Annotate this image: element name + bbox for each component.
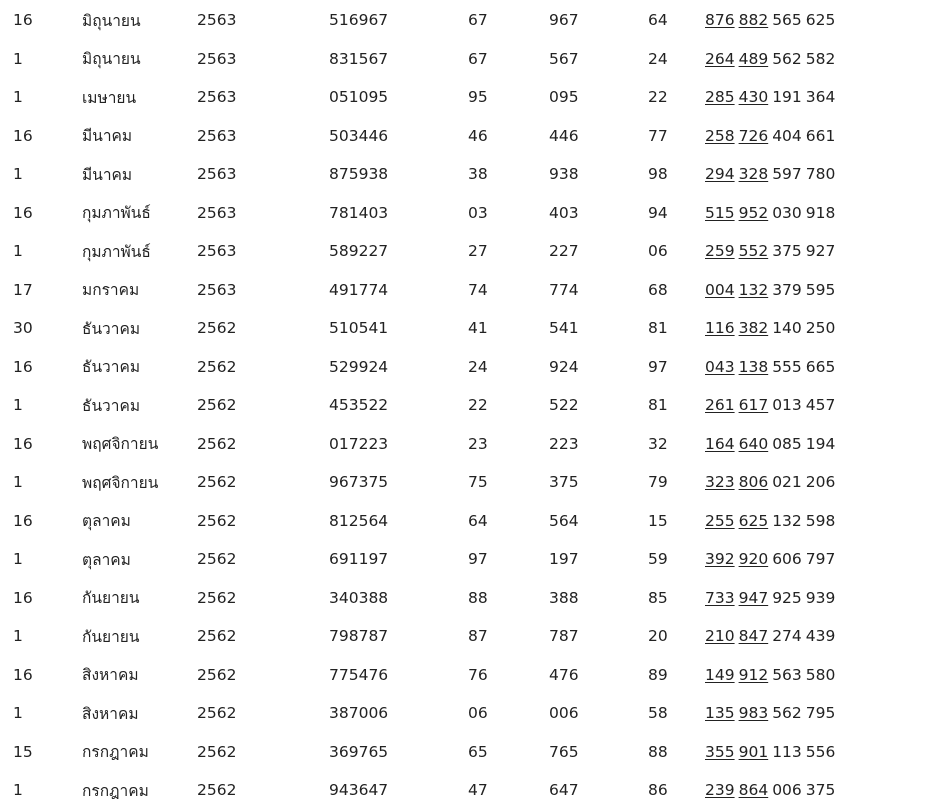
table-row <box>0 617 938 656</box>
three-digit-prizes <box>705 502 938 541</box>
three-digit-prizes <box>705 194 938 233</box>
three-digit-link[interactable]: 392 <box>705 550 735 569</box>
draw-year: 2563 <box>197 242 237 261</box>
first-prize-number: 453522 <box>329 396 389 415</box>
two-digit-value: 67 <box>468 49 488 68</box>
draw-year: 2563 <box>197 88 237 107</box>
first-prize-number: 529924 <box>329 357 389 376</box>
three-digit-value: 404 <box>772 126 802 145</box>
last-two-digits: 97 <box>648 357 668 376</box>
three-digit-prizes <box>705 155 938 194</box>
last-two-digits: 59 <box>648 550 668 569</box>
three-digit-link[interactable]: 149 <box>705 665 735 684</box>
three-digit-link[interactable]: 264 <box>705 49 735 68</box>
table-row <box>0 656 938 695</box>
three-digit-prizes <box>705 771 938 810</box>
three-digit-link[interactable]: 640 <box>738 434 769 453</box>
three-digit-value: 563 <box>772 665 802 684</box>
three-digit-prizes <box>705 579 938 618</box>
three-digit-link[interactable]: 847 <box>738 627 769 646</box>
lottery-results-body <box>0 1 938 810</box>
draw-month: พฤศจิกายน <box>82 435 159 454</box>
three-digit-prizes <box>705 232 938 271</box>
draw-month: มกราคม <box>82 281 140 300</box>
three-digit-value: 006 <box>772 781 802 800</box>
lottery-results-table <box>0 1 938 810</box>
three-digit-prizes <box>705 386 938 425</box>
three-digit-value: 274 <box>772 627 802 646</box>
last-three-digits: 388 <box>549 588 579 607</box>
last-three-digits: 967 <box>549 11 579 30</box>
draw-day: 30 <box>13 319 33 338</box>
three-digit-link[interactable]: 489 <box>738 49 769 68</box>
three-digit-value: 582 <box>805 49 836 68</box>
last-three-digits: 567 <box>549 49 579 68</box>
draw-month: ธันวาคม <box>82 358 141 377</box>
draw-day: 1 <box>13 242 23 261</box>
three-digit-link[interactable]: 920 <box>738 550 769 569</box>
three-digit-link[interactable]: 328 <box>738 165 769 184</box>
three-digit-link[interactable]: 132 <box>738 280 769 299</box>
draw-year: 2563 <box>197 203 237 222</box>
three-digit-value: 580 <box>805 665 836 684</box>
last-three-digits: 787 <box>549 627 579 646</box>
first-prize-number: 943647 <box>329 781 389 800</box>
three-digit-link[interactable]: 004 <box>705 280 735 299</box>
first-prize-number: 491774 <box>329 280 389 299</box>
draw-day: 16 <box>13 11 33 30</box>
three-digit-prizes <box>705 78 938 117</box>
three-digit-link[interactable]: 116 <box>705 319 735 338</box>
draw-year: 2562 <box>197 704 237 723</box>
three-digit-link[interactable]: 552 <box>738 242 769 261</box>
two-digit-value: 06 <box>468 704 488 723</box>
three-digit-link[interactable]: 164 <box>705 434 735 453</box>
last-two-digits: 32 <box>648 434 668 453</box>
three-digit-prizes <box>705 540 938 579</box>
three-digit-value: 598 <box>805 511 836 530</box>
draw-year: 2563 <box>197 126 237 145</box>
three-digit-value: 925 <box>772 588 802 607</box>
three-digit-link[interactable]: 617 <box>738 396 769 415</box>
draw-year: 2562 <box>197 588 237 607</box>
three-digit-value: 375 <box>772 242 802 261</box>
three-digit-value: 555 <box>772 357 802 376</box>
table-row <box>0 540 938 579</box>
draw-day: 16 <box>13 357 33 376</box>
draw-month: กุมภาพันธ์ <box>82 204 151 223</box>
three-digit-prizes <box>705 40 938 79</box>
three-digit-value: 191 <box>772 88 802 107</box>
draw-year: 2562 <box>197 511 237 530</box>
draw-day: 16 <box>13 665 33 684</box>
draw-month: สิงหาคม <box>82 666 139 685</box>
three-digit-prizes <box>705 309 938 348</box>
three-digit-link[interactable]: 043 <box>705 357 735 376</box>
last-three-digits: 006 <box>549 704 579 723</box>
last-three-digits: 095 <box>549 88 579 107</box>
draw-day: 1 <box>13 781 23 800</box>
draw-month: ตุลาคม <box>82 550 131 569</box>
draw-month: กันยายน <box>82 627 140 646</box>
last-three-digits: 564 <box>549 511 579 530</box>
three-digit-link[interactable]: 210 <box>705 627 735 646</box>
draw-year: 2562 <box>197 781 237 800</box>
three-digit-value: 595 <box>805 280 836 299</box>
draw-month: ธันวาคม <box>82 319 141 338</box>
first-prize-number: 875938 <box>329 165 389 184</box>
last-two-digits: 24 <box>648 49 668 68</box>
three-digit-link[interactable]: 294 <box>705 165 735 184</box>
draw-month: มิถุนายน <box>82 11 141 30</box>
two-digit-value: 24 <box>468 357 488 376</box>
last-two-digits: 85 <box>648 588 668 607</box>
table-row <box>0 771 938 810</box>
three-digit-value: 379 <box>772 280 802 299</box>
draw-day: 16 <box>13 588 33 607</box>
table-row <box>0 425 938 464</box>
three-digit-value: 250 <box>805 319 836 338</box>
last-two-digits: 88 <box>648 742 668 761</box>
last-two-digits: 64 <box>648 11 668 30</box>
draw-year: 2562 <box>197 396 237 415</box>
three-digit-prizes <box>705 463 938 502</box>
three-digit-value: 797 <box>805 550 836 569</box>
last-two-digits: 94 <box>648 203 668 222</box>
table-row <box>0 155 938 194</box>
three-digit-value: 457 <box>805 396 836 415</box>
three-digit-value: 795 <box>805 704 836 723</box>
three-digit-link[interactable]: 355 <box>705 742 735 761</box>
three-digit-prizes <box>705 425 938 464</box>
draw-month: กรกฎาคม <box>82 743 149 762</box>
two-digit-value: 65 <box>468 742 488 761</box>
table-row <box>0 348 938 387</box>
three-digit-value: 113 <box>772 742 802 761</box>
three-digit-prizes <box>705 271 938 310</box>
three-digit-value: 013 <box>772 396 802 415</box>
draw-day: 1 <box>13 49 23 68</box>
three-digit-value: 780 <box>805 165 836 184</box>
first-prize-number: 369765 <box>329 742 389 761</box>
three-digit-value: 140 <box>772 319 802 338</box>
two-digit-value: 97 <box>468 550 488 569</box>
three-digit-link[interactable]: 430 <box>738 88 769 107</box>
two-digit-value: 41 <box>468 319 488 338</box>
last-three-digits: 938 <box>549 165 579 184</box>
three-digit-link[interactable]: 983 <box>738 704 769 723</box>
three-digit-link[interactable]: 876 <box>705 11 735 30</box>
draw-year: 2562 <box>197 319 237 338</box>
three-digit-value: 021 <box>772 473 802 492</box>
first-prize-number: 017223 <box>329 434 389 453</box>
first-prize-number: 387006 <box>329 704 389 723</box>
last-two-digits: 81 <box>648 319 668 338</box>
three-digit-value: 030 <box>772 203 802 222</box>
two-digit-value: 87 <box>468 627 488 646</box>
first-prize-number: 516967 <box>329 11 389 30</box>
two-digit-value: 47 <box>468 781 488 800</box>
table-row <box>0 733 938 772</box>
table-row <box>0 463 938 502</box>
table-row <box>0 40 938 79</box>
first-prize-number: 812564 <box>329 511 389 530</box>
three-digit-value: 939 <box>805 588 836 607</box>
table-row <box>0 386 938 425</box>
draw-month: กันยายน <box>82 589 140 608</box>
table-row <box>0 78 938 117</box>
two-digit-value: 03 <box>468 203 488 222</box>
draw-day: 17 <box>13 280 33 299</box>
first-prize-number: 691197 <box>329 550 389 569</box>
three-digit-value: 625 <box>805 11 836 30</box>
three-digit-link[interactable]: 323 <box>705 473 735 492</box>
draw-month: ธันวาคม <box>82 396 141 415</box>
first-prize-number: 589227 <box>329 242 389 261</box>
draw-year: 2562 <box>197 550 237 569</box>
draw-day: 1 <box>13 88 23 107</box>
three-digit-link[interactable]: 726 <box>738 126 769 145</box>
three-digit-value: 927 <box>805 242 836 261</box>
last-three-digits: 197 <box>549 550 579 569</box>
last-three-digits: 647 <box>549 781 579 800</box>
last-two-digits: 89 <box>648 665 668 684</box>
last-two-digits: 86 <box>648 781 668 800</box>
last-two-digits: 22 <box>648 88 668 107</box>
last-three-digits: 476 <box>549 665 579 684</box>
first-prize-number: 831567 <box>329 49 389 68</box>
draw-day: 16 <box>13 126 33 145</box>
three-digit-link[interactable]: 258 <box>705 126 735 145</box>
last-three-digits: 541 <box>549 319 579 338</box>
first-prize-number: 051095 <box>329 88 389 107</box>
first-prize-number: 340388 <box>329 588 389 607</box>
three-digit-value: 556 <box>805 742 836 761</box>
three-digit-prizes <box>705 694 938 733</box>
draw-day: 1 <box>13 396 23 415</box>
first-prize-number: 510541 <box>329 319 389 338</box>
draw-day: 16 <box>13 434 33 453</box>
draw-year: 2562 <box>197 434 237 453</box>
draw-month: มิถุนายน <box>82 50 141 69</box>
last-three-digits: 924 <box>549 357 579 376</box>
last-two-digits: 20 <box>648 627 668 646</box>
three-digit-link[interactable]: 947 <box>738 588 769 607</box>
table-row <box>0 232 938 271</box>
table-row <box>0 694 938 733</box>
last-two-digits: 81 <box>648 396 668 415</box>
draw-day: 1 <box>13 704 23 723</box>
last-three-digits: 375 <box>549 473 579 492</box>
three-digit-value: 565 <box>772 11 802 30</box>
three-digit-value: 364 <box>805 88 836 107</box>
two-digit-value: 38 <box>468 165 488 184</box>
three-digit-link[interactable]: 382 <box>738 319 769 338</box>
three-digit-link[interactable]: 285 <box>705 88 735 107</box>
two-digit-value: 23 <box>468 434 488 453</box>
three-digit-prizes <box>705 656 938 695</box>
three-digit-link[interactable]: 864 <box>738 781 769 800</box>
draw-year: 2562 <box>197 742 237 761</box>
two-digit-value: 95 <box>468 88 488 107</box>
two-digit-value: 74 <box>468 280 488 299</box>
last-three-digits: 223 <box>549 434 579 453</box>
three-digit-link[interactable]: 882 <box>738 11 769 30</box>
draw-year: 2563 <box>197 165 237 184</box>
last-two-digits: 15 <box>648 511 668 530</box>
three-digit-prizes <box>705 348 938 387</box>
last-two-digits: 58 <box>648 704 668 723</box>
three-digit-link[interactable]: 952 <box>738 203 769 222</box>
three-digit-link[interactable]: 912 <box>738 665 769 684</box>
three-digit-link[interactable]: 255 <box>705 511 735 530</box>
table-row <box>0 309 938 348</box>
two-digit-value: 27 <box>468 242 488 261</box>
three-digit-value: 375 <box>805 781 836 800</box>
last-three-digits: 774 <box>549 280 579 299</box>
draw-year: 2562 <box>197 473 237 492</box>
last-three-digits: 522 <box>549 396 579 415</box>
two-digit-value: 64 <box>468 511 488 530</box>
three-digit-link[interactable]: 806 <box>738 473 769 492</box>
three-digit-prizes <box>705 617 938 656</box>
last-two-digits: 79 <box>648 473 668 492</box>
three-digit-prizes <box>705 733 938 772</box>
last-two-digits: 68 <box>648 280 668 299</box>
three-digit-value: 206 <box>805 473 836 492</box>
three-digit-link[interactable]: 901 <box>738 742 769 761</box>
draw-day: 15 <box>13 742 33 761</box>
last-two-digits: 77 <box>648 126 668 145</box>
three-digit-value: 439 <box>805 627 836 646</box>
draw-year: 2563 <box>197 11 237 30</box>
three-digit-link[interactable]: 261 <box>705 396 735 415</box>
three-digit-value: 562 <box>772 49 802 68</box>
draw-year: 2562 <box>197 627 237 646</box>
three-digit-value: 665 <box>805 357 836 376</box>
three-digit-value: 194 <box>805 434 836 453</box>
first-prize-number: 503446 <box>329 126 389 145</box>
draw-day: 1 <box>13 473 23 492</box>
draw-month: มีนาคม <box>82 165 133 184</box>
draw-month: ตุลาคม <box>82 512 131 531</box>
three-digit-link[interactable]: 138 <box>738 357 769 376</box>
draw-month: สิงหาคม <box>82 704 139 723</box>
three-digit-value: 562 <box>772 704 802 723</box>
three-digit-value: 606 <box>772 550 802 569</box>
first-prize-number: 798787 <box>329 627 389 646</box>
table-row <box>0 1 938 40</box>
last-three-digits: 227 <box>549 242 579 261</box>
draw-month: กุมภาพันธ์ <box>82 242 151 261</box>
three-digit-link[interactable]: 625 <box>738 511 769 530</box>
two-digit-value: 76 <box>468 665 488 684</box>
last-two-digits: 06 <box>648 242 668 261</box>
three-digit-value: 918 <box>805 203 836 222</box>
three-digit-value: 132 <box>772 511 802 530</box>
draw-year: 2563 <box>197 49 237 68</box>
table-row <box>0 502 938 541</box>
last-three-digits: 446 <box>549 126 579 145</box>
draw-month: พฤศจิกายน <box>82 473 159 492</box>
two-digit-value: 22 <box>468 396 488 415</box>
first-prize-number: 775476 <box>329 665 389 684</box>
draw-month: เมษายน <box>82 88 137 107</box>
three-digit-link[interactable]: 733 <box>705 588 735 607</box>
draw-year: 2562 <box>197 665 237 684</box>
three-digit-prizes <box>705 1 938 40</box>
two-digit-value: 46 <box>468 126 488 145</box>
draw-day: 1 <box>13 165 23 184</box>
table-row <box>0 271 938 310</box>
last-two-digits: 98 <box>648 165 668 184</box>
three-digit-link[interactable]: 515 <box>705 203 735 222</box>
table-row <box>0 117 938 156</box>
two-digit-value: 67 <box>468 11 488 30</box>
draw-day: 16 <box>13 203 33 222</box>
draw-day: 1 <box>13 550 23 569</box>
three-digit-value: 085 <box>772 434 802 453</box>
draw-day: 16 <box>13 511 33 530</box>
draw-month: มีนาคม <box>82 127 133 146</box>
last-three-digits: 765 <box>549 742 579 761</box>
first-prize-number: 967375 <box>329 473 389 492</box>
two-digit-value: 75 <box>468 473 488 492</box>
three-digit-link[interactable]: 239 <box>705 781 735 800</box>
three-digit-value: 597 <box>772 165 802 184</box>
two-digit-value: 88 <box>468 588 488 607</box>
three-digit-link[interactable]: 135 <box>705 704 735 723</box>
table-row <box>0 194 938 233</box>
three-digit-value: 661 <box>805 126 836 145</box>
last-three-digits: 403 <box>549 203 579 222</box>
three-digit-link[interactable]: 259 <box>705 242 735 261</box>
draw-day: 1 <box>13 627 23 646</box>
draw-year: 2563 <box>197 280 237 299</box>
three-digit-prizes <box>705 117 938 156</box>
first-prize-number: 781403 <box>329 203 389 222</box>
table-row <box>0 579 938 618</box>
draw-year: 2562 <box>197 357 237 376</box>
draw-month: กรกฎาคม <box>82 781 149 800</box>
